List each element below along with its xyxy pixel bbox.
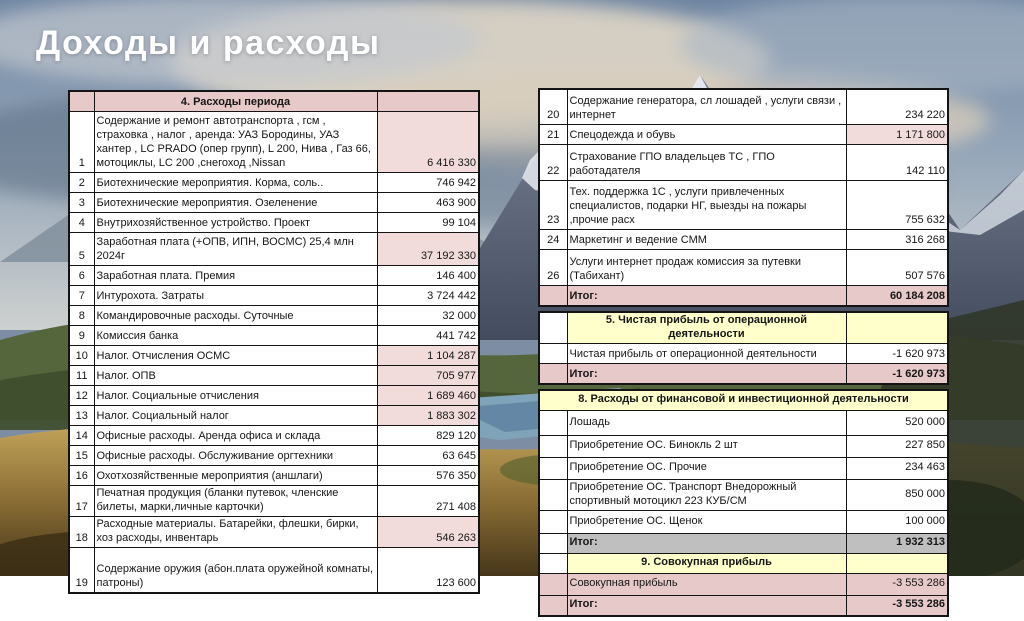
row-label: Чистая прибыль от операционной деятельности	[567, 343, 846, 363]
total-label: Итог:	[567, 363, 846, 384]
row-value: 507 576	[846, 250, 948, 286]
page-title: Доходы и расходы	[36, 24, 381, 62]
row-number: 11	[69, 366, 94, 386]
expense-row	[69, 547, 479, 593]
row-value: 546 263	[377, 516, 479, 547]
row-number: 19	[69, 547, 94, 593]
row-number: 9	[69, 326, 94, 346]
row-label: Содержание и ремонт автотранспорта , гсм , страховка , налог , аренда: УАЗ Бородины, УАЗ хантер , LC PRADO (опер групп), L 200, Нива , Газ 66, мотоциклы, LC 200 ,снегоход ,Nissan	[94, 112, 377, 173]
row-number: 20	[539, 89, 567, 125]
expense-row	[539, 343, 948, 363]
row-value: 37 192 330	[377, 233, 479, 266]
row-value: 3 724 442	[377, 286, 479, 306]
expense-row	[69, 173, 479, 193]
row-number: 13	[69, 406, 94, 426]
expenses-period-table	[68, 90, 480, 594]
expense-row	[69, 346, 479, 366]
row-label: Налог. Отчисления ОСМС	[94, 346, 377, 366]
expense-row	[69, 233, 479, 266]
row-value: 234 463	[846, 457, 948, 479]
row-value: 520 000	[846, 410, 948, 435]
expense-row	[539, 435, 948, 457]
row-label: Биотехнические мероприятия. Корма, соль..	[94, 173, 377, 193]
expense-row	[69, 266, 479, 286]
expense-row	[539, 479, 948, 510]
row-number	[539, 363, 567, 384]
total-value: 60 184 208	[846, 286, 948, 307]
net-operating-profit-table	[538, 311, 949, 385]
row-label: Содержание оружия (абон.плата оружейной комнаты, патроны)	[94, 547, 377, 593]
row-label: Содержание генератора, сл лошадей , услуги связи , интернет	[567, 89, 846, 125]
row-label: Приобретение ОС. Бинокль 2 шт	[567, 435, 846, 457]
row-value: 100 000	[846, 510, 948, 533]
row-number	[539, 410, 567, 435]
expense-row	[539, 181, 948, 230]
row-value: 234 220	[846, 89, 948, 125]
row-label: Биотехнические мероприятия. Озеленение	[94, 193, 377, 213]
expense-row	[539, 125, 948, 145]
section-header-row	[539, 312, 948, 343]
section-title: 5. Чистая прибыль от операционной деятельности	[567, 312, 846, 343]
expense-row	[539, 573, 948, 595]
row-label: Услуги интернет продаж комиссия за путевки (Табихант)	[567, 250, 846, 286]
section-band-row	[539, 390, 948, 411]
row-value: 1 689 460	[377, 386, 479, 406]
section-header-row	[539, 553, 948, 573]
row-value: 705 977	[377, 366, 479, 386]
row-number	[539, 286, 567, 307]
row-label: Расходные материалы. Батарейки, флешки, бирки, хоз расходы, инвентарь	[94, 516, 377, 547]
expenses-table-column-right	[538, 88, 949, 621]
row-number: 12	[69, 386, 94, 406]
row-label: Налог. Социальные отчисления	[94, 386, 377, 406]
expense-row	[69, 306, 479, 326]
expense-row	[539, 89, 948, 125]
row-number	[539, 573, 567, 595]
row-number	[539, 312, 567, 343]
row-value: 1 171 800	[846, 125, 948, 145]
row-number	[539, 457, 567, 479]
expense-row	[69, 516, 479, 547]
row-label: Налог. ОПВ	[94, 366, 377, 386]
financial-investment-table	[538, 389, 949, 617]
row-label: Командировочные расходы. Суточные	[94, 306, 377, 326]
table-title: 4. Расходы периода	[94, 91, 377, 112]
row-value: 146 400	[377, 266, 479, 286]
row-label: Приобретение ОС. Транспорт Внедорожный спортивный мотоцикл 223 КУБ/СМ	[567, 479, 846, 510]
row-number: 2	[69, 173, 94, 193]
row-number: 10	[69, 346, 94, 366]
row-value	[846, 312, 948, 343]
row-number: 26	[539, 250, 567, 286]
expenses-table-column-left	[68, 90, 480, 594]
expense-row	[69, 386, 479, 406]
row-number: 17	[69, 486, 94, 517]
expense-row	[69, 213, 479, 233]
row-value: 227 850	[846, 435, 948, 457]
total-value: -3 553 286	[846, 595, 948, 616]
row-value: 1 104 287	[377, 346, 479, 366]
row-value: 463 900	[377, 193, 479, 213]
row-number: 18	[69, 516, 94, 547]
row-number: 6	[69, 266, 94, 286]
row-label: Охотхозяйственные мероприятия (аншлаги)	[94, 466, 377, 486]
row-number: 16	[69, 466, 94, 486]
row-number: 5	[69, 233, 94, 266]
row-value: 32 000	[377, 306, 479, 326]
row-label: Спецодежда и обувь	[567, 125, 846, 145]
row-value: 746 942	[377, 173, 479, 193]
row-label: Страхование ГПО владельцев ТС , ГПО работадателя	[567, 145, 846, 181]
row-value: 99 104	[377, 213, 479, 233]
row-label: Заработная плата. Премия	[94, 266, 377, 286]
row-label: Тех. поддержка 1С , услуги привлеченных специалистов, подарки НГ, выезды на пожары ,прочие расх	[567, 181, 846, 230]
row-number: 7	[69, 286, 94, 306]
row-number: 15	[69, 446, 94, 466]
expense-row	[539, 250, 948, 286]
expense-row	[69, 286, 479, 306]
expense-row	[539, 145, 948, 181]
row-label: Лошадь	[567, 410, 846, 435]
row-value	[846, 553, 948, 573]
row-number: 8	[69, 306, 94, 326]
expense-row	[69, 466, 479, 486]
row-label: Приобретение ОС. Прочие	[567, 457, 846, 479]
row-number: 14	[69, 426, 94, 446]
row-label: Внутрихозяйственное устройство. Проект	[94, 213, 377, 233]
total-row	[539, 286, 948, 307]
row-label: Маркетинг и ведение СММ	[567, 230, 846, 250]
expense-row	[539, 410, 948, 435]
row-label: Интурохота. Затраты	[94, 286, 377, 306]
row-value: -3 553 286	[846, 573, 948, 595]
row-value: 576 350	[377, 466, 479, 486]
section-title: 9. Совокупная прибыль	[567, 553, 846, 573]
expense-row	[69, 406, 479, 426]
total-row	[539, 533, 948, 553]
total-row	[539, 363, 948, 384]
total-label: Итог:	[567, 533, 846, 553]
row-label: Приобретение ОС. Щенок	[567, 510, 846, 533]
expense-row	[69, 112, 479, 173]
expense-row	[69, 193, 479, 213]
expense-row	[539, 510, 948, 533]
table-header-row	[69, 91, 479, 112]
row-number: 24	[539, 230, 567, 250]
row-value: -1 620 973	[846, 343, 948, 363]
row-value: 142 110	[846, 145, 948, 181]
total-label: Итог:	[567, 595, 846, 616]
row-number	[539, 479, 567, 510]
total-row	[539, 595, 948, 616]
row-number	[69, 91, 94, 112]
row-number	[539, 343, 567, 363]
total-value: 1 932 313	[846, 533, 948, 553]
row-value: 123 600	[377, 547, 479, 593]
row-number: 3	[69, 193, 94, 213]
row-number	[539, 553, 567, 573]
row-label: Налог. Социальный налог	[94, 406, 377, 426]
row-label: Офисные расходы. Обслуживание оргтехники	[94, 446, 377, 466]
expense-row	[539, 230, 948, 250]
row-value: 271 408	[377, 486, 479, 517]
section-title: 8. Расходы от финансовой и инвестиционной деятельности	[539, 390, 948, 411]
row-number: 4	[69, 213, 94, 233]
row-label: Заработная плата (+ОПВ, ИПН, ВОСМС) 25,4 млн 2024г	[94, 233, 377, 266]
expense-row	[69, 446, 479, 466]
row-number	[539, 533, 567, 553]
row-value	[377, 91, 479, 112]
row-label: Печатная продукция (бланки путевок, членские билеты, марки,личные карточки)	[94, 486, 377, 517]
row-value: 1 883 302	[377, 406, 479, 426]
row-label: Офисные расходы. Аренда офиса и склада	[94, 426, 377, 446]
row-number: 21	[539, 125, 567, 145]
expense-row	[69, 366, 479, 386]
row-label: Комиссия банка	[94, 326, 377, 346]
expense-row	[69, 486, 479, 517]
row-value: 441 742	[377, 326, 479, 346]
row-number: 1	[69, 112, 94, 173]
row-value: 850 000	[846, 479, 948, 510]
expense-row	[69, 326, 479, 346]
row-value: 63 645	[377, 446, 479, 466]
row-number: 23	[539, 181, 567, 230]
row-value: 755 632	[846, 181, 948, 230]
row-number	[539, 595, 567, 616]
expense-row	[69, 426, 479, 446]
expense-row	[539, 457, 948, 479]
row-value: 316 268	[846, 230, 948, 250]
total-value: -1 620 973	[846, 363, 948, 384]
row-value: 829 120	[377, 426, 479, 446]
row-number	[539, 435, 567, 457]
row-value: 6 416 330	[377, 112, 479, 173]
row-number: 22	[539, 145, 567, 181]
row-number	[539, 510, 567, 533]
expenses-continued-table	[538, 88, 949, 307]
total-label: Итог:	[567, 286, 846, 307]
row-label: Совокупная прибыль	[567, 573, 846, 595]
